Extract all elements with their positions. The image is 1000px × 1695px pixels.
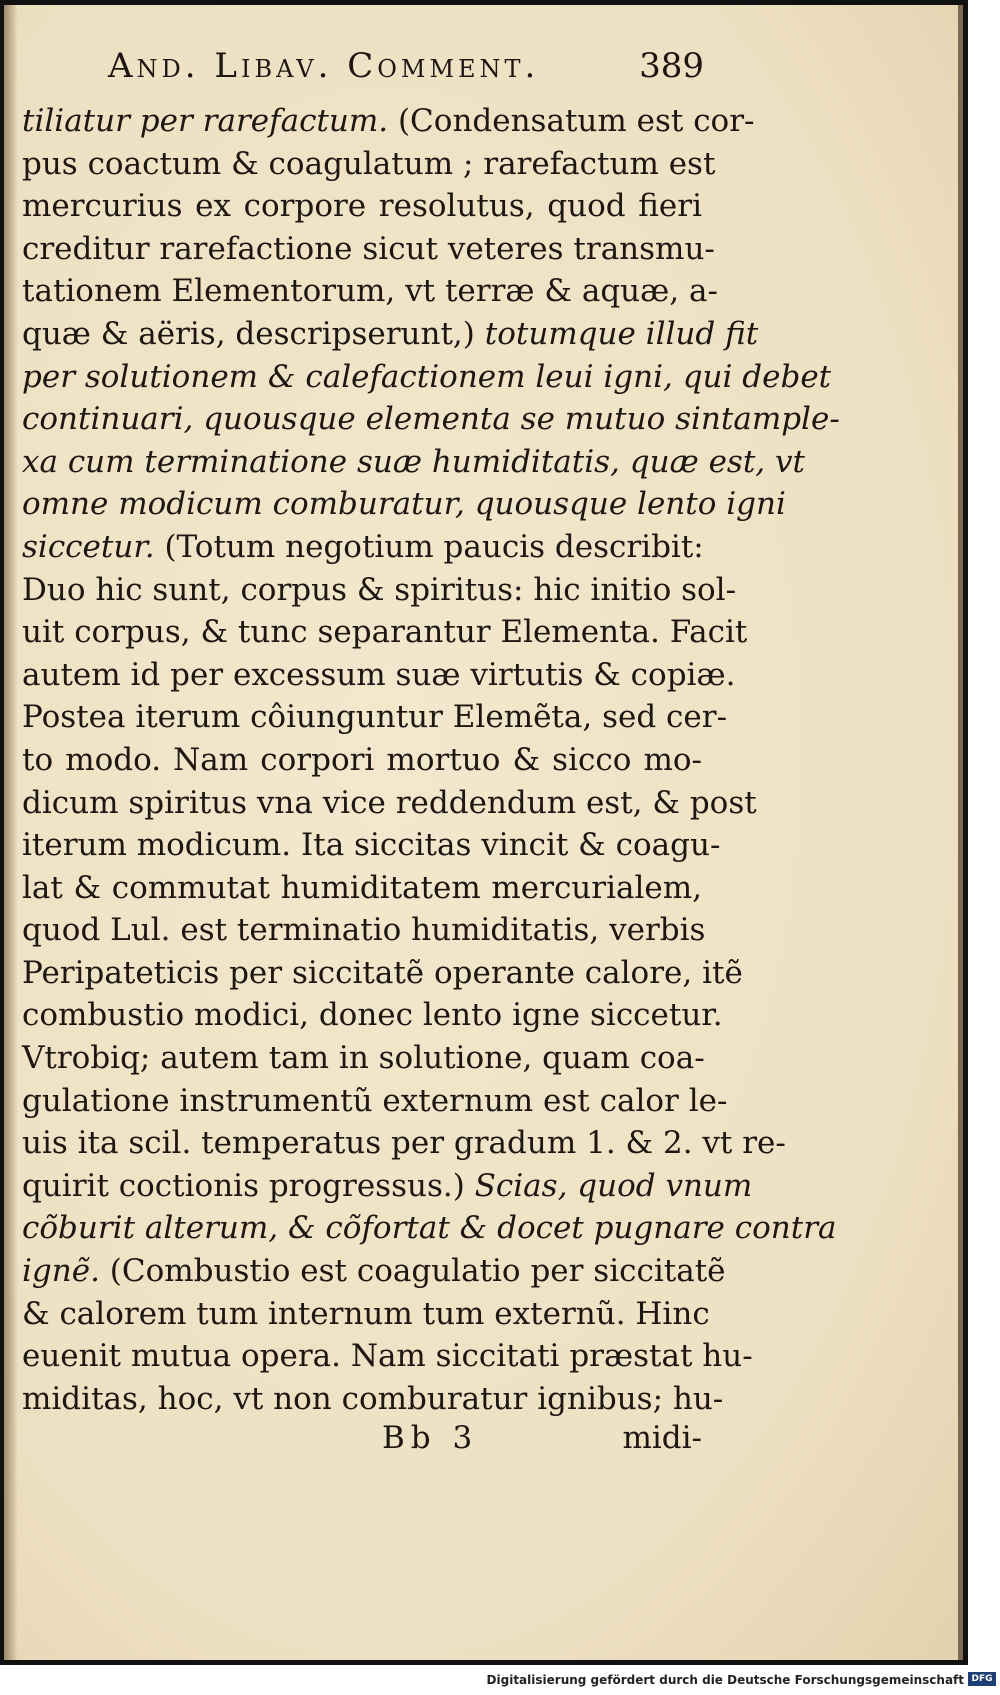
- text-line: [22, 1335, 753, 1378]
- page-header: [108, 46, 704, 96]
- text-segment: creditur rarefactione sicut veteres transmu-: [22, 230, 715, 267]
- text-segment: lat & commutat humiditatem mercurialem,: [22, 869, 702, 906]
- text-segment: to modo. Nam corpori mortuo & sicco mo-: [22, 741, 702, 778]
- running-head: And. Libav. Comment.: [108, 46, 540, 86]
- text-segment: Postea iterum côiunguntur Elemẽta, sed cer-: [22, 699, 728, 736]
- text-segment: pus coactum & coagulatum ; rarefactum est: [22, 145, 716, 182]
- text-segment: (Combustio est coagulatio per siccitatẽ: [99, 1253, 726, 1290]
- text-line: [22, 185, 702, 228]
- italic-text-segment: omne modicum comburatur, quousque lento igni: [22, 486, 786, 523]
- italic-text-segment: ignẽ.: [22, 1253, 100, 1290]
- text-line: [22, 782, 757, 825]
- italic-text-segment: Scias, quod vnum: [474, 1167, 753, 1204]
- text-segment: uit corpus, & tunc separantur Elementa. Facit: [22, 614, 748, 651]
- text-segment: Vtrobiq; autem tam in solutione, quam coa-: [22, 1040, 705, 1077]
- text-line: [22, 909, 706, 952]
- text-segment: (Condensatum est cor-: [388, 103, 755, 139]
- page-footer: [22, 1420, 702, 1470]
- text-line: [22, 952, 743, 995]
- italic-text-segment: xa cum terminatione suæ humiditatis, quæ est, vt: [22, 443, 805, 480]
- text-line: [22, 441, 805, 484]
- digitization-credit: Digitalisierung gefördert durch die Deutsche Forschungsgemeinschaft: [486, 1673, 964, 1687]
- signature-mark: Bb 3: [382, 1420, 479, 1456]
- text-line: [22, 1080, 728, 1123]
- text-segment: tationem Elementorum, vt terræ & aquæ, a-: [22, 273, 718, 310]
- italic-text-segment: siccetur.: [22, 528, 155, 565]
- text-line: [22, 483, 786, 526]
- text-line: [22, 228, 715, 271]
- page-number: 389: [639, 46, 704, 86]
- text-segment: quirit coctionis progressus.): [22, 1167, 475, 1204]
- text-segment: quæ & aëris, descripserunt,): [22, 315, 485, 352]
- text-segment: Duo hic sunt, corpus & spiritus: hic initio sol-: [22, 571, 737, 608]
- text-line: [22, 143, 716, 186]
- text-line: [22, 654, 736, 697]
- dfg-logo: DFG: [968, 1672, 996, 1686]
- text-segment: & calorem tum internum tum externũ. Hinc: [22, 1295, 710, 1332]
- text-body: [22, 100, 840, 1420]
- text-line: [22, 1165, 753, 1208]
- text-line: [22, 1378, 724, 1421]
- text-line: [22, 739, 702, 782]
- text-line: [22, 1293, 710, 1336]
- catchword: midi-: [622, 1420, 702, 1456]
- text-segment: miditas, hoc, vt non comburatur ignibus; hu-: [22, 1380, 724, 1417]
- text-line: [22, 526, 702, 569]
- text-segment: combustio modici, donec lento igne siccetur.: [22, 997, 723, 1034]
- text-line: [22, 356, 832, 399]
- text-segment: autem id per excessum suæ virtutis & copiæ.: [22, 656, 736, 693]
- text-line: [22, 1250, 726, 1293]
- text-line: [22, 270, 718, 313]
- italic-text-segment: tiliatur per rarefactum.: [22, 103, 389, 139]
- text-line: [22, 398, 840, 441]
- italic-text-segment: totumque illud fit: [484, 315, 759, 352]
- text-line: [22, 569, 737, 612]
- text-line: [22, 867, 702, 910]
- text-line: [22, 696, 728, 739]
- text-segment: euenit mutua opera. Nam siccitati præstat hu-: [22, 1338, 753, 1375]
- text-segment: Peripateticis per siccitatẽ operante calore, itẽ: [22, 954, 743, 991]
- text-line: [22, 100, 755, 143]
- italic-text-segment: per solutionem & calefactionem leui igni, qui debet: [22, 358, 832, 395]
- text-line: [22, 824, 721, 867]
- text-segment: quod Lul. est terminatio humiditatis, verbis: [22, 912, 706, 949]
- text-segment: mercurius ex corpore resolutus, quod fieri: [22, 188, 702, 225]
- text-segment: uis ita scil. temperatus per gradum 1. & 2. vt re-: [22, 1125, 786, 1162]
- text-line: [22, 611, 748, 654]
- italic-text-segment: continuari, quousque elementa se mutuo sintample-: [22, 401, 840, 438]
- text-line: [22, 1207, 837, 1250]
- text-line: [22, 994, 723, 1037]
- digitization-credit-bar: [0, 1667, 1000, 1695]
- text-segment: dicum spiritus vna vice reddendum est, & post: [22, 784, 757, 821]
- text-segment: gulatione instrumentũ externum est calor le-: [22, 1082, 728, 1119]
- text-segment: iterum modicum. Ita siccitas vincit & coagu-: [22, 827, 721, 864]
- text-segment: (Totum negotium paucis describit:: [154, 528, 704, 565]
- text-line: [22, 313, 759, 356]
- page-gutter-shadow: [4, 5, 18, 1660]
- text-line: [22, 1037, 705, 1080]
- text-line: [22, 1122, 786, 1165]
- italic-text-segment: cõburit alterum, & cõfortat & docet pugnare contra: [22, 1210, 837, 1247]
